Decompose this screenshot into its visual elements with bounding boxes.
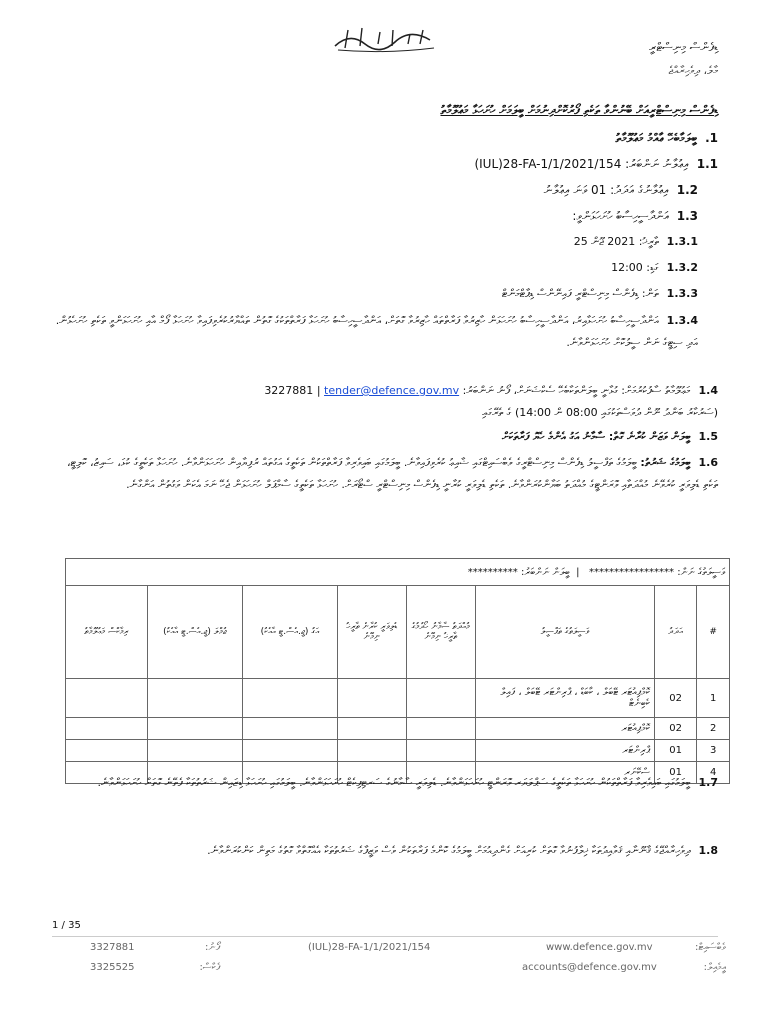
col-remarks: ރިމާކްސް މަޢުލޫމާތު (66, 586, 148, 679)
section-1-3-1: 1.3.1ތާރީޚު: 2021 ޖޫން 25 (573, 235, 698, 248)
col-qty: އަދަދު (654, 586, 696, 679)
col-total: ޖުމްލަ (ޖީ.އެސް.ޓީ އާއެކު) (147, 586, 242, 679)
section-1-3-4: 1.3.4އަންދާސީހިސާބު ހުށަހަޅާއިރު، އަންދާސީހިސާބު ހުށަހަޅަން ހާޒިރުވާ ފަރާތްތައް ހާޒިރުވާ ގޮތަށް، އަންދާސީހިސާބު ހުށަހަޅާ ފަރާތްތަކުގެ ގޮތުން ތައްޔާރުކުރެވިފައިވާ ހުށަހަޅާ ފޯމް އާއި ހުށަހަޅަންވީ ތަކެތި ހުށަހެޅުން. އަދި ސިޓީގެ ނަން ސީލުކޮށް ހުށަހަޅަންވާނެ. (55, 314, 698, 349)
footer-phone: 3327881 (90, 942, 135, 953)
col-hash: # (697, 586, 730, 679)
basmala-calligraphy (330, 24, 440, 54)
section-1-2: 1.2އިޢުލާނުގެ އަދަދު: 01 ވަނަ އިޢުލާނު (543, 183, 698, 197)
office-hours: (ސަރުކާރު ބަންދު ނޫން ދުވަސްތަކުގައި 08:00 ން 14:00) ގެ ތެރޭގައި (482, 406, 718, 419)
bid-items-table (65, 558, 730, 784)
section-1-7: 1.7ބީލަމުގައި ބައިވެރިވާ ފަރާތްތަކުން ހުށަހަޅާ ތަކެތީގެ ސަޕްލަޔަރ ވޮރަންޓީ ހުށަހަޅަންވާނެ. ޑެލިވަރީ ސާމާނުގެ ސަރޓިފިކެޓް ހުށަހަޅަންވާނެ. ބީލަމުގައި ހުށަހަޅާ ޑިޒައިން ޝަރުތުތަކާ ފެތޭނެ ގޮތަށް ހުށަހަޅަންވާނެ. (97, 776, 718, 789)
ministry-name: ޑިފެންސް މިނިސްޓްރީ (649, 40, 718, 54)
section-1-3: 1.3އަންދާސީހިސާބު ހުށަހަޅަންވީ: (572, 209, 698, 223)
table-title-label: ވަސީލަތުގެ ނަން: (677, 566, 725, 578)
document-title: ޑިފެންސް މިނިސްޓްރީއަށް ބޭނުންވާ ތަކެތި ފޯރުކޮށްދިނުމަށް ބީލަމަށް ހުށަހަޅާ މަޢުލޫމާތު (440, 103, 718, 117)
section-1-5: 1.5ބީލަން ވަޒަން ކުރާނެ ގޮތް: ސާމާނު އަގު އެންމެ ހެޔޮ ފަރާތަކަށް (501, 430, 718, 443)
footer-fax-label: ފެކްސް: (199, 962, 220, 973)
col-desc: ވަސީލަތުގެ ތަފްސީލު (475, 586, 654, 679)
col-period: މުއްދަތު ސާމާނު ހޯދުމުގެ ތާރީޚު ނިމޭނެ (406, 586, 475, 679)
section-1: 1.ބީލަމާބެހޭ ޢާއްމު މަޢުލޫމާތު (615, 131, 718, 145)
section-1-4: 1.4މަޢުލޫމާތު ސާފުކުރުމަށް: ގުޅާނީ ބީލަންތަކާބެހޭ ސެކްޝަނަށް، ފޯނު ނަންބަރު: 3227881 | tender@defence.gov.mv (ސަރުކާރު ބަންދު ނޫން ދުވަސްތަކުގައި 08:00 ން 14:00) ގެ ތެރޭގައި (264, 384, 718, 419)
table-number-label: ބީލަން ނަންބަރު: (520, 566, 570, 578)
footer-reference: (IUL)28-FA-1/1/2021/154 (308, 942, 431, 953)
tender-number: (IUL)28-FA-1/1/2021/154 (474, 157, 622, 171)
city-name: މާލެ، ދިވެހިރާއްޖެ (668, 64, 718, 77)
col-unit-price: އަގު (ޖީ.އެސް.ޓީ އާއެކު) (242, 586, 337, 679)
section-1-8: 1.8ދިވެހިރާއްޖޭގެ ޤާނޫނާއި ޤަވާއިދުތަކާ ޚިލާފުނުވާ ގޮތަށް ކުރިއަށް ގެންދިއުމަށް ބީލަމުގެ ކޮންމެ ފަރާތަކުން ވެސް ވަޒީފާގެ ޝަރުތުތަކާ އެއްގޮތްވާ ގޮތުގެ މަތިން ކަންކުރަންވާނެ. (207, 844, 718, 857)
table-header-row (66, 586, 730, 679)
section-1-3-3: 1.3.3ތަން: ޑިފެންސް މިނިސްޓްރީ ފައިނޭންސް ޑިޕާޓްމަންޓް (501, 287, 698, 300)
section-1-6: 1.6ބީލަމުގެ ޝަރުތު: ބީލަމުގެ ތަފްސީލު ޑިފެންސް މިނިސްޓްރީގެ ވެބްސައިޓްގައި ޝާއިޢު ކުރެވިފައިވާނެ. ބީލަމުގައި ބައިވެރިވާ ފަރާތްތަކުން ތަކެތީގެ އަގުތައް ރުފިޔާއިން ހުށަހަޅަންވާނެ. ހުށަހަޅާ ތަކެތީގެ ކުޅަ، ސައިޒު، ކޮލިޓީ، ތަކެތި ޑެލިވަރީ ކުރެވޭނެ މުއްދަތާއި ވޮރަންޓީގެ މުއްދަތު ބަޔާންކުރަންވާނެ. ތަކެތި ޑެލިވަރީ ކުރާނީ ޑިފެންސް މިނިސްޓްރީ ސްޓޯރަށް. ހުށަހަޅާ ތަކެތީގެ ސާމްޕަލް ހުށަހަޅަން ޖެހޭ ނަމަ އެކަން ވަގުތުން އަންގާނެ. (66, 456, 718, 491)
page-number: 1 / 35 (52, 920, 81, 931)
table-row: 3 01 ޕްރިންޓަރ (66, 740, 730, 762)
footer-phone-label: ފޯނު: (205, 942, 220, 953)
table-number-value: ********** (467, 566, 518, 578)
col-delivery: ޑެލިވަރީ ކުރާނެ ތާރީޚު ނިމޭނެ (337, 586, 406, 679)
tender-email-link[interactable]: tender@defence.gov.mv (324, 384, 460, 397)
table-title-row: ވަސީލަތުގެ ނަން: ***************** | ބީލަން ނަންބަރު: ********** (66, 559, 730, 586)
footer-website-label: ވެބްސައިޓް: (694, 942, 726, 953)
footer-fax: 3325525 (90, 962, 135, 973)
table-row: 1 02 ކޮމްޕިއުޓަރ ޓޭބަލް ، ކާބަޑް ، ޕްރިންޓަރ ޓޭބަލް ، ފައިލް ކެބިނެޓް (66, 679, 730, 718)
footer-divider (52, 936, 718, 937)
footer-email-label: އީމެއިލް: (703, 962, 726, 973)
section-1-3-2: 1.3.2ގަޑި: 12:00 (611, 261, 698, 274)
table-title-value: ***************** (589, 566, 674, 578)
contact-phone: 3227881 (264, 384, 314, 397)
table-row: 4 01 ސްކޭނަރ (66, 762, 730, 784)
section-1-1: 1.1އިޢުލާނު ނަންބަރު: (IUL)28-FA-1/1/2021/154 (474, 157, 718, 171)
footer-website[interactable]: www.defence.gov.mv (546, 942, 653, 953)
table-row: 2 02 ކޮމްޕިއުޓަރ (66, 718, 730, 740)
footer-email[interactable]: accounts@defence.gov.mv (522, 962, 657, 973)
